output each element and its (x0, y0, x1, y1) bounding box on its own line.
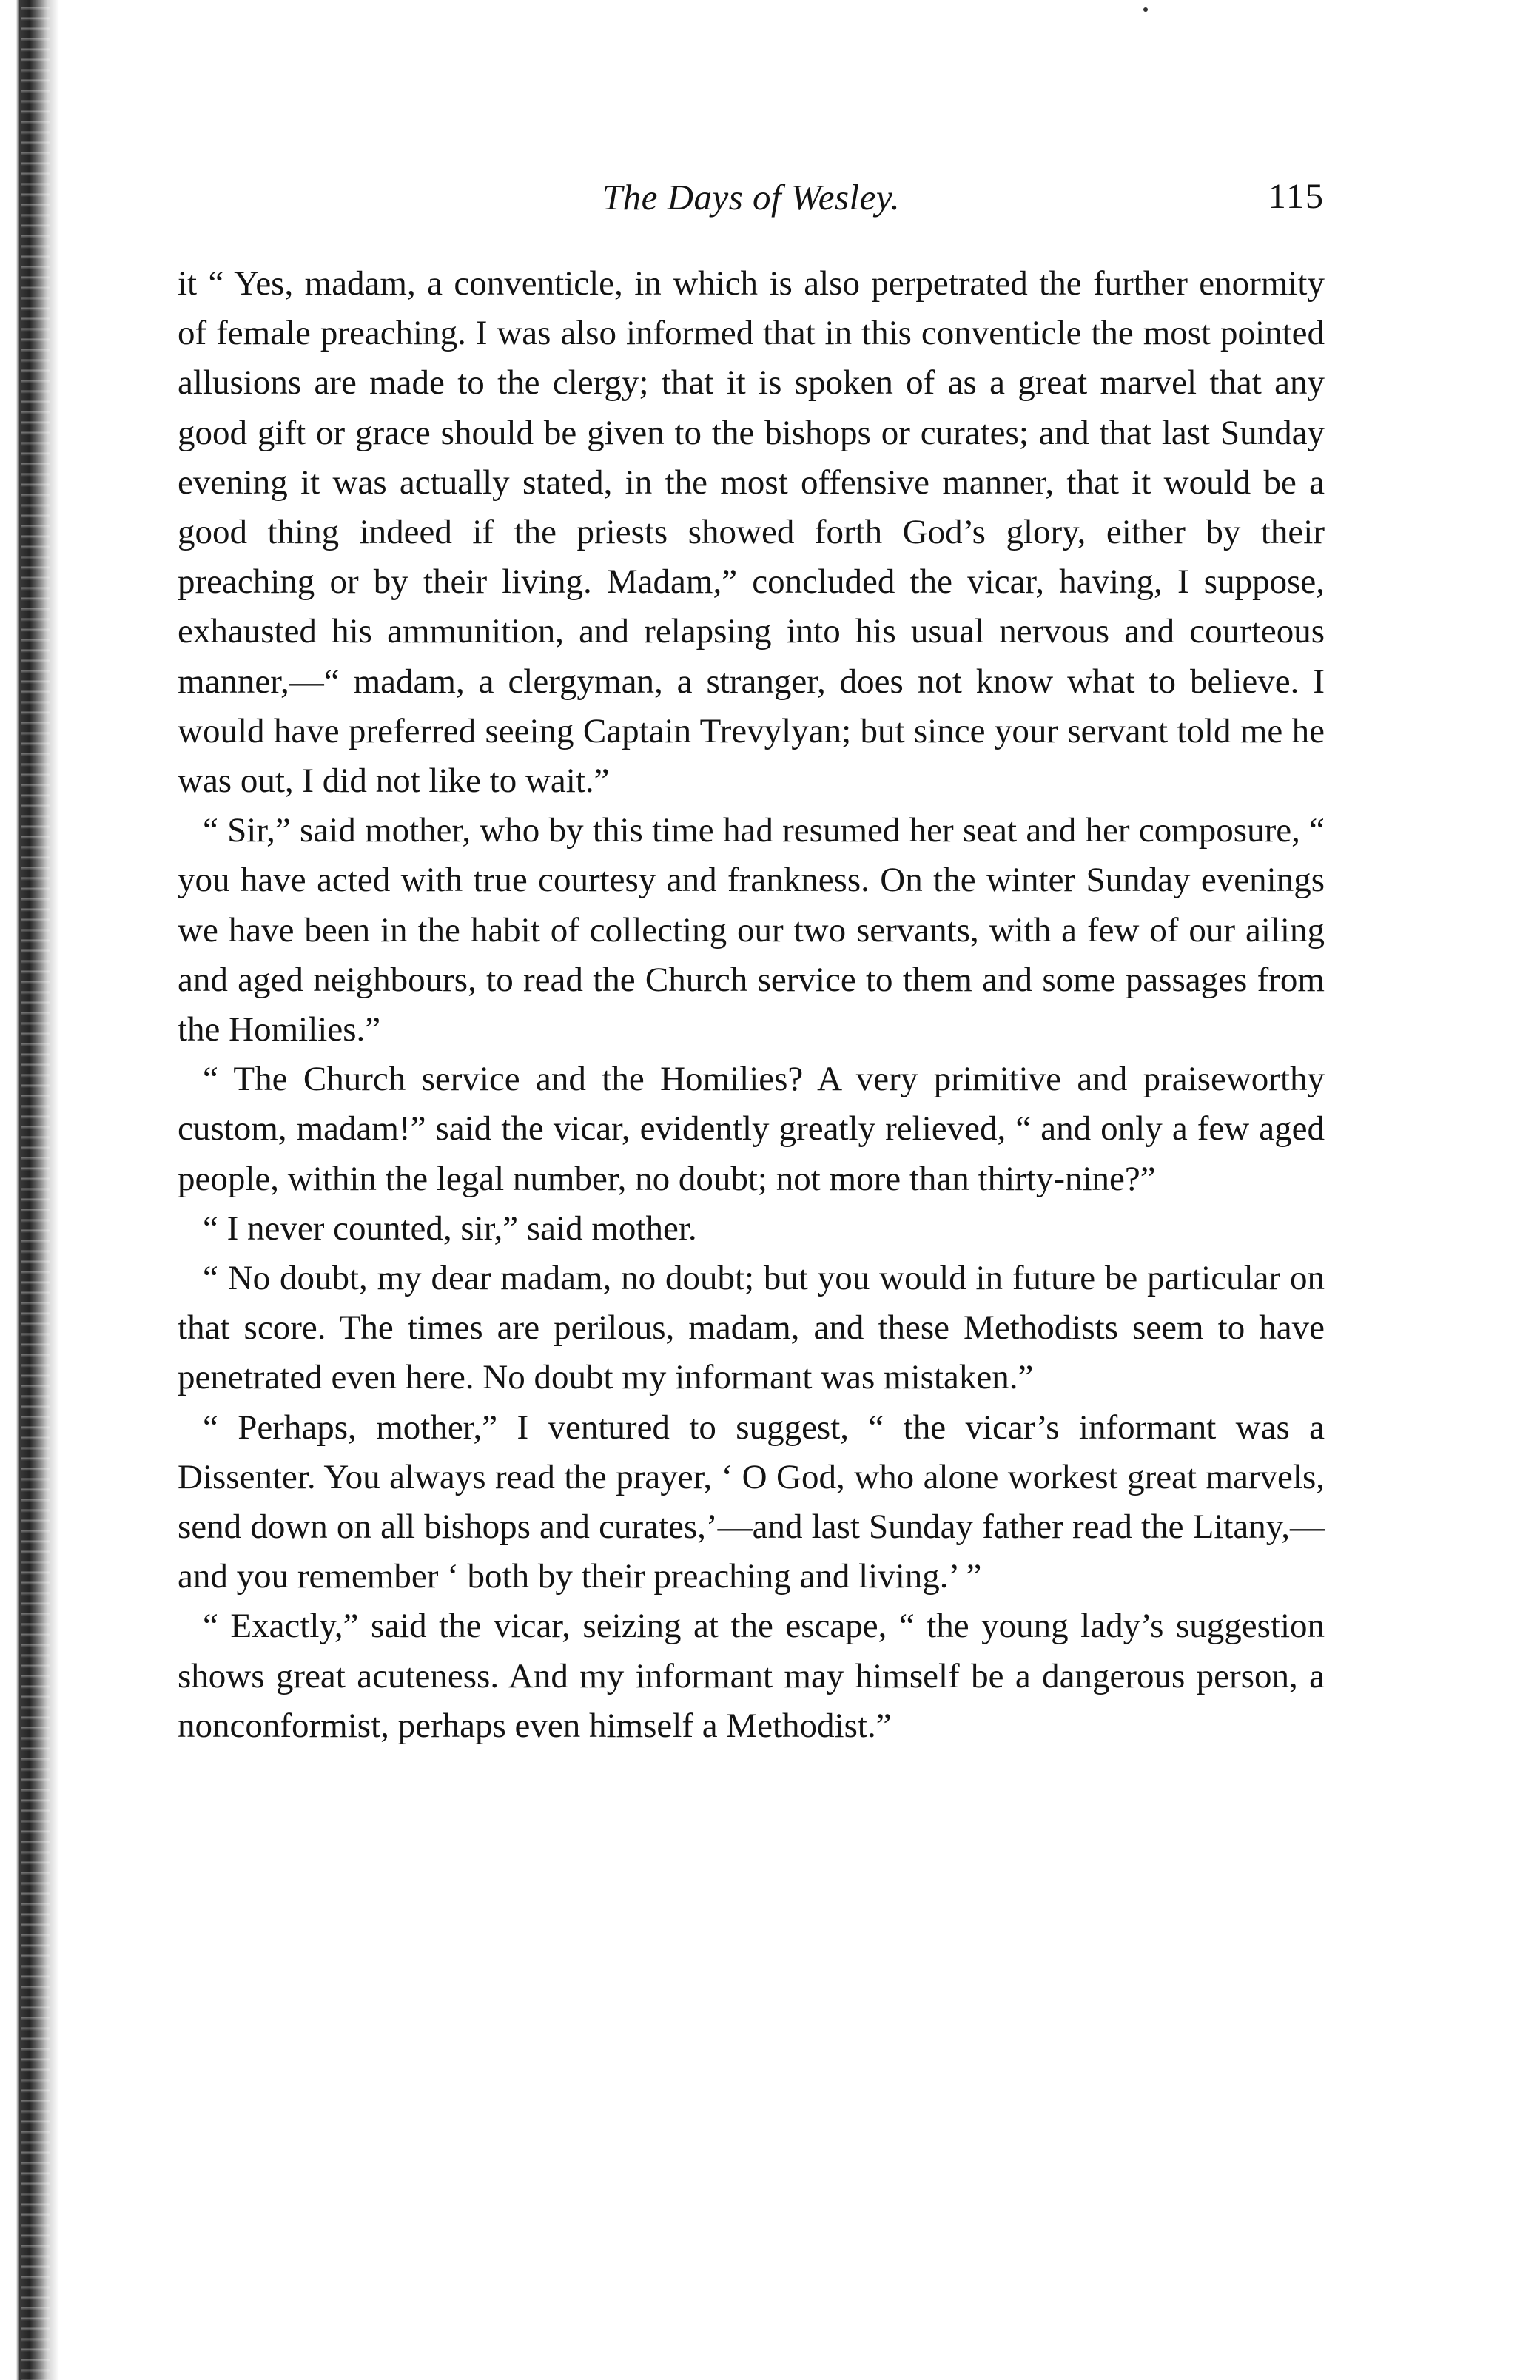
paragraph-5: “ No doubt, my dear madam, no doubt; but you would in future be particular on that score. The times are perilous, madam, and these Methodists seem to have penetrated even here. No doubt my informant was mistaken.” (178, 1259, 1325, 1397)
binding-shadow (21, 0, 50, 2380)
running-title: The Days of Wesley. (602, 177, 901, 218)
paragraph-2: “ Sir,” said mother, who by this time had resumed her seat and her composure, “ you have acted with true courtesy and frankness. On the winter Sunday evenings we have been in the habit of collecting our two servants, with a few of our ailing and aged neighbours, to read the Church service to them and some passages from the Homilies.” (178, 811, 1325, 1049)
body-text (178, 259, 1325, 1751)
paragraph-3: “ The Church service and the Homilies? A very primitive and praiseworthy custom, madam!” said the vicar, evidently greatly relieved, “ and only a few aged people, within the legal number, no doubt; not more than thirty-nine?” (178, 1060, 1325, 1198)
paragraph-6: “ Perhaps, mother,” I ventured to suggest, “ the vicar’s informant was a Dissenter. You always read the prayer, ‘ O God, who alone workest great marvels, send down on all bishops and curates,’—and last Sunday father read the Litany,—and you remember ‘ both by their preaching and living.’ ” (178, 1408, 1325, 1596)
paragraph-7: “ Exactly,” said the vicar, seizing at the escape, “ the young lady’s suggestion shows great acuteness. And my informant may himself be a dangerous person, a nonconformist, perhaps even himself a Methodist.” (178, 1607, 1325, 1745)
page-number: 115 (1268, 177, 1325, 216)
paragraph-4: “ I never counted, sir,” said mother. (203, 1209, 697, 1248)
paragraph-1: it “ Yes, madam, a conventicle, in which is also perpetrated the further enormity of female preaching. I was also informed that in this conventicle the most pointed allusions are made to the clergy; that it is spoken of as a great marvel that any good gift or grace should be given to the bishops or curates; and that last Sunday evening it was actually stated, in the most offensive manner, that it would be a good thing indeed if the priests showed forth God’s glory, either by their preaching or by their living. Madam,” concluded the vicar, having, I suppose, exhausted his ammunition, and relapsing into his usual nervous and courteous manner,—“ madam, a clergyman, a stranger, does not know what to believe. I would have preferred seeing Captain Trevylyan; but since your servant told me he was out, I did not like to wait.” (178, 264, 1325, 801)
ink-speck (1143, 7, 1148, 12)
page-header (178, 176, 1325, 228)
